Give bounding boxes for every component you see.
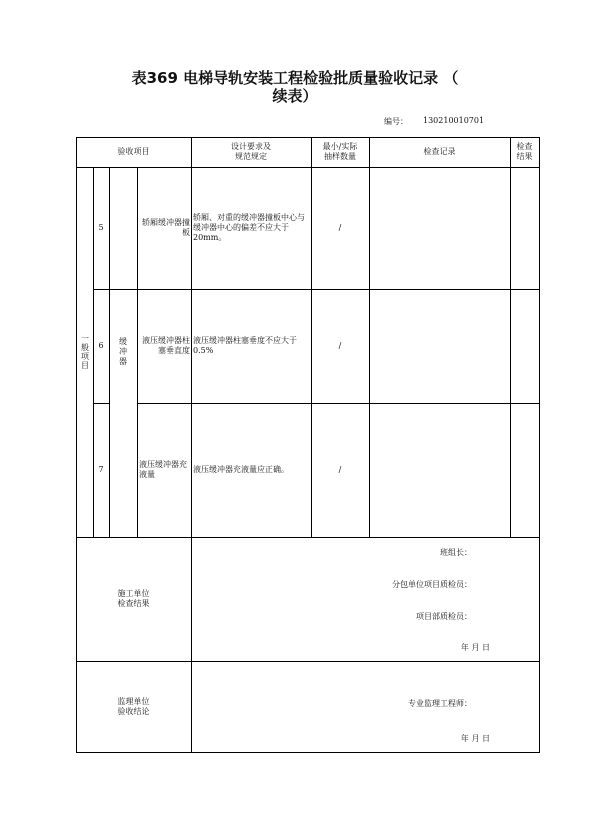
- supervision-engineer-signature[interactable]: 专业监理工程师：: [408, 699, 472, 708]
- row-record[interactable]: [369, 403, 510, 537]
- header-sample: [311, 137, 369, 167]
- row-requirement: 液压缓冲器柱塞垂度不应大于0.5%: [193, 336, 297, 355]
- construction-label: [76, 537, 191, 661]
- header-item: 验收项目: [117, 147, 150, 156]
- team-leader-signature[interactable]: 班组长：: [440, 548, 472, 557]
- row-sample: /: [338, 341, 342, 350]
- header-sample-line2: 抽样数量: [324, 152, 356, 161]
- code-value: 130210010701: [423, 116, 485, 125]
- supervision-label-line1: 监理单位: [117, 696, 150, 706]
- header-design-line2: 规范规定: [235, 152, 267, 161]
- row-result[interactable]: [510, 167, 539, 289]
- category-text: 一般项目: [80, 334, 90, 370]
- header-result-line1: 检查: [516, 142, 533, 151]
- row-result[interactable]: [510, 403, 539, 537]
- sub-inspector-signature[interactable]: 分包单位项目质检员：: [392, 580, 472, 589]
- row-record[interactable]: [369, 167, 510, 289]
- construction-label-line1: 施工单位: [117, 589, 150, 598]
- row-name: 轿厢缓冲器撞板: [142, 218, 190, 237]
- header-sample-line1: 最小/实际: [322, 142, 358, 151]
- construction-date: 年 月 日: [460, 643, 490, 652]
- row-no: 5: [98, 223, 104, 232]
- supervision-label: [76, 661, 191, 752]
- group-label: [109, 167, 137, 537]
- category-label: [76, 167, 93, 537]
- code-label: 编号：: [384, 117, 408, 126]
- dept-inspector-signature[interactable]: 项目部质检员：: [416, 612, 472, 621]
- construction-label-line2: 检查结果: [117, 599, 150, 608]
- header-result: [510, 137, 539, 167]
- supervision-label-line2: 验收结论: [117, 706, 150, 716]
- header-design-line1: 设计要求及: [231, 142, 271, 151]
- row-name: 液压缓冲器柱塞垂直度: [142, 336, 190, 355]
- row-name: 液压缓冲器充液量: [139, 460, 187, 479]
- supervision-date: 年 月 日: [460, 734, 490, 743]
- row-result[interactable]: [510, 289, 539, 403]
- page-title-line1: 表369 电梯导轨安装工程检验批质量验收记录 （: [131, 69, 459, 87]
- header-result-line2: 结果: [516, 152, 533, 161]
- page-title-line2: 续表）: [272, 87, 318, 105]
- row-no: 7: [98, 465, 104, 474]
- row-record[interactable]: [369, 289, 510, 403]
- row-no: 6: [98, 341, 104, 350]
- group-text: 缓冲器: [119, 337, 127, 366]
- header-record: 检查记录: [423, 147, 456, 156]
- row-sample: /: [338, 223, 342, 232]
- row-requirement: 液压缓冲器充液量应正确。: [193, 465, 289, 474]
- header-design: [191, 137, 311, 167]
- row-sample: /: [338, 465, 342, 474]
- row-requirement: 轿厢、对重的缓冲器撞板中心与缓冲器中心的偏差不应大于20mm。: [193, 213, 305, 242]
